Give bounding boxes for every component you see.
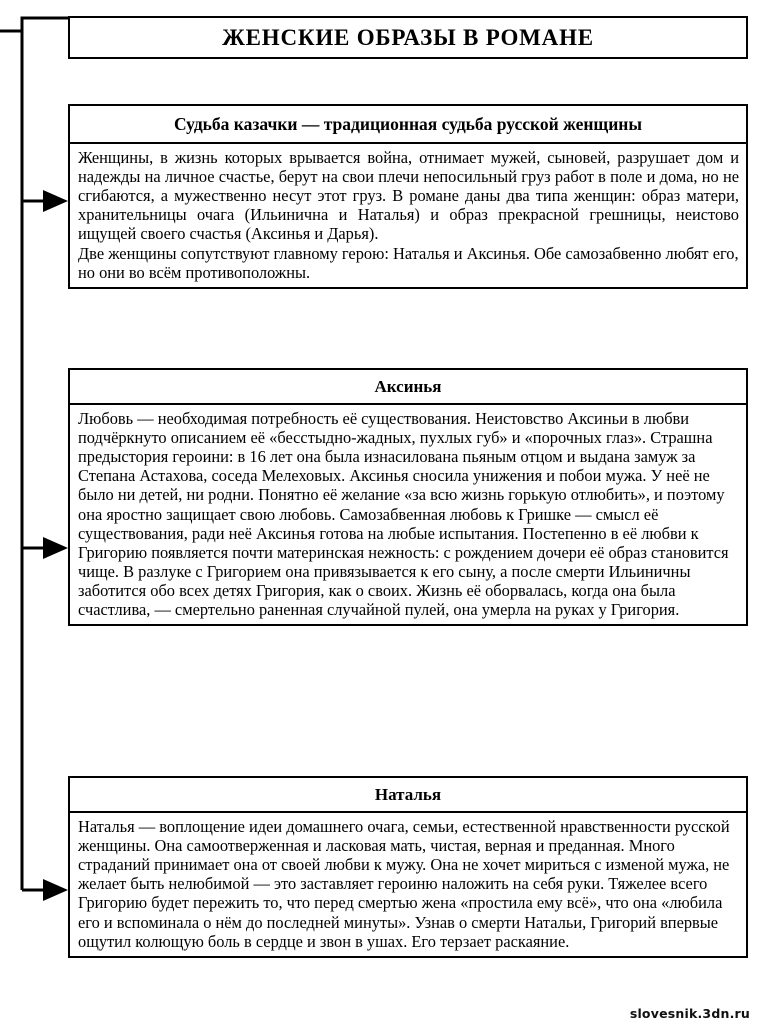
paragraph: Наталья — воплощение идеи домашнего очага, семьи, естественной нравственности русской женщины. Она самоотверженная и ласковая мать, чистая, верная и преданная. Много страданий принимает она от своей любви к мужу. Она не хочет мириться с изменой мужа, не желает быть нелюбимой — это заставляет героиню наложить на себя руки. Тяжелее всего Григорию будет пережить то, что перед смертью жена «простила ему всё», что она «любила его и вспоминала о нём до последней минуты». Узнав о смерти Натальи, Григорий впервые ощутил колющую боль в сердце и звон в ушах. Его терзает раскаяние. xyxy=(78,817,730,951)
section-body-aksinya xyxy=(70,405,746,624)
section-heading-natalya: Наталья xyxy=(70,778,746,813)
section-heading-kazachka: Судьба казачки — традиционная судьба русской женщины xyxy=(70,106,746,144)
paragraph: Две женщины сопутствуют главному герою: Наталья и Аксинья. Обе самозабвенно любят его, но они во всём противоположны. xyxy=(78,243,739,282)
section-body-natalya xyxy=(70,813,746,956)
page-title: ЖЕНСКИЕ ОБРАЗЫ В РОМАНЕ xyxy=(222,25,594,50)
diagram-title-box xyxy=(68,16,748,59)
trunk-top-elbow xyxy=(22,18,70,31)
section-box-kazachka xyxy=(68,104,748,289)
paragraph: Женщины, в жизнь которых врывается война, отнимает мужей, сыновей, разрушает дом и надежды на личное счастье, берут на свои плечи непосильный груз работ в поле и дома, но не сгибаются, а мужественно несут этот груз. В романе даны два типа женщин: образ матери, хранительницы очага (Ильинична и Наталья) и образ прекрасной грешницы, неистово ищущей своего счастья (Аксинья и Дарья). xyxy=(78,148,739,244)
section-body-kazachka xyxy=(70,144,746,287)
paragraph: Любовь — необходимая потребность её существования. Неистовство Аксиньи в любви подчёркнуто описанием её «бесстыдно-жадных, пухлых губ» и «порочных глаз». Страшна предыстория героини: в 16 лет она была изнасилована пьяным отцом и выдана замуж за Степана Астахова, соседа Мелеховых. Аксинья сносила унижения и побои мужа. У неё не было ни детей, ни родни. Понятно её желание «за всю жизнь горькую отлюбить», и поэтому она яростно защищает свою любовь. Самозабвенная любовь к Гришке — смысл её существования, ради неё Аксинья готова на любые испытания. Постепенно в её любви к Григорию появляется почти материнская нежность: с рождением дочери её образ становится чище. В разлуке с Григорием она привязывается к его сыну, а после смерти Ильиничны заботится обо всех детях Григория, как о своих. Жизнь её оборвалась, когда она была счастлива, — смертельно раненная случайной пулей, она умерла на руках у Григория. xyxy=(78,409,729,620)
section-box-aksinya xyxy=(68,368,748,626)
section-box-natalya xyxy=(68,776,748,958)
site-watermark: slovesnik.3dn.ru xyxy=(629,1006,750,1021)
branch-arrow-2 xyxy=(43,537,68,559)
branch-arrow-1 xyxy=(43,190,68,212)
section-heading-aksinya: Аксинья xyxy=(70,370,746,405)
branch-arrow-3 xyxy=(43,879,68,901)
